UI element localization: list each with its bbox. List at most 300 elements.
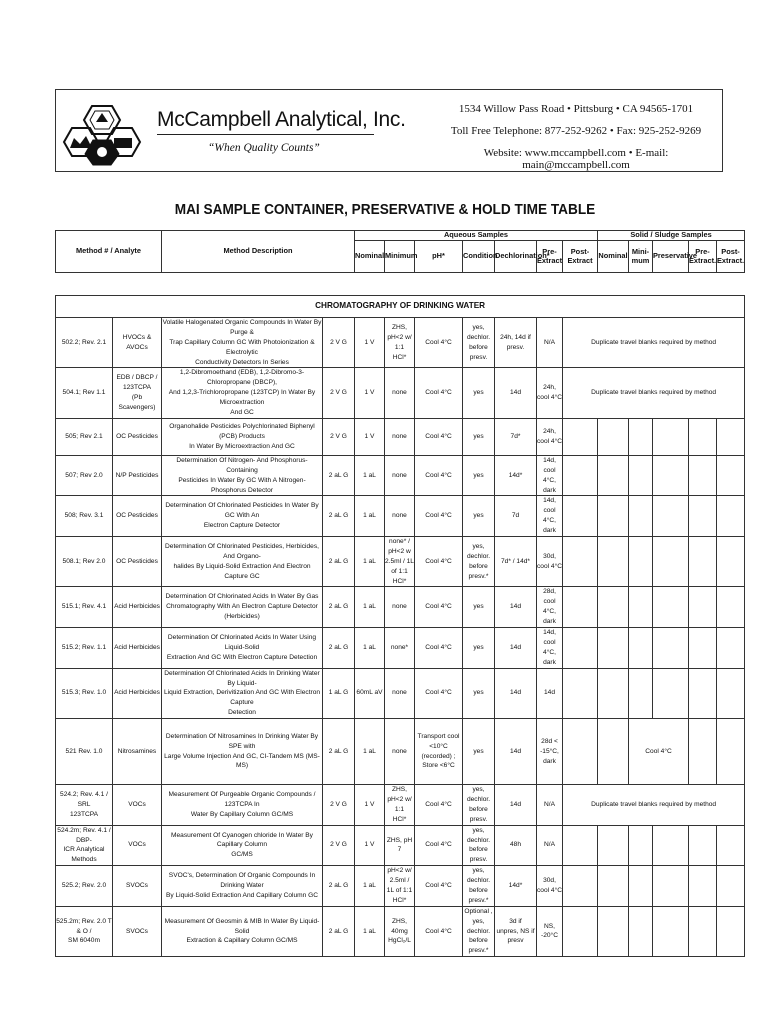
cell-condition <box>415 587 463 628</box>
header-post-extract: Post- Extract <box>563 241 598 273</box>
ph-line: HCl* <box>392 577 407 585</box>
cell-pre-extract <box>495 368 537 418</box>
post-extract-line: 30d, cool 4°C <box>537 552 562 570</box>
cell-solid-minimum <box>598 719 629 785</box>
dechlorination-line: yes, dechlor. <box>466 786 491 803</box>
method-line: 508.1; Rev 2.0 <box>62 557 106 565</box>
dechlorination-line: dechlor. before <box>466 927 491 945</box>
cell-description <box>162 418 323 455</box>
description-line: Determination Of Chlorinated Acids In Water By Gas <box>165 593 319 601</box>
description-line: Electron Capture Detector <box>203 522 281 530</box>
cell-solid-preservative <box>629 866 653 907</box>
cell-method <box>56 866 113 907</box>
solid-note-line: Duplicate travel blanks required by method <box>591 338 717 346</box>
table-row <box>56 496 745 537</box>
description-line: halides By Liquid-Solid Extraction And Electron Capture GC <box>173 562 311 580</box>
description-line: Extraction And GC With Electron Capture Detection <box>166 653 318 661</box>
cell-solid-pre-extract <box>689 587 717 628</box>
minimum-text: 1 aL <box>363 557 376 565</box>
cell-solid-preservative-b <box>653 668 689 718</box>
cell-solid-note <box>563 318 745 368</box>
description-line: By Liquid-Solid Extraction And Capillary Column GC <box>165 891 319 899</box>
cell-analyte <box>113 825 162 866</box>
header-solid-preservative: Preservative <box>653 241 689 273</box>
header-solid-minimum: Mini- mum <box>629 241 653 273</box>
solid-preservative-line: Cool 4°C <box>645 747 672 755</box>
cell-solid-post-extract <box>717 866 745 907</box>
table-row <box>56 668 745 718</box>
cell-minimum <box>355 587 385 628</box>
cell-solid-nominal <box>563 906 598 956</box>
cell-minimum <box>355 628 385 669</box>
cell-ph <box>385 368 415 418</box>
ph-line: HgCl₂/L <box>388 937 411 945</box>
cell-condition <box>415 537 463 587</box>
cell-method <box>56 496 113 537</box>
cell-method <box>56 587 113 628</box>
cell-pre-extract <box>495 668 537 718</box>
cell-analyte <box>113 455 162 496</box>
description-line: Liquid Extraction, Derivitization And GC With Electron Capture <box>163 689 321 707</box>
minimum-text: 1 V <box>364 800 375 808</box>
cell-solid-minimum <box>598 825 629 866</box>
post-extract-line: N/A <box>544 338 555 346</box>
cell-condition <box>415 418 463 455</box>
ph-line: pH<2 w/ 2.5ml / <box>387 867 412 885</box>
condition-text: Cool 4°C <box>425 882 452 890</box>
pre-extract-line: 14d <box>509 689 521 697</box>
solid-note-line: Duplicate travel blanks required by method <box>591 389 717 397</box>
pre-extract-line: 14d <box>509 800 521 808</box>
nominal-text: 2 aL G <box>328 471 349 479</box>
cell-post-extract <box>537 418 563 455</box>
method-line: SM 6040m <box>68 937 100 945</box>
dechlorination-line: yes, dechlor. <box>466 826 491 844</box>
cell-pre-extract <box>495 628 537 669</box>
cell-solid-minimum <box>598 418 629 455</box>
cell-ph <box>385 906 415 956</box>
description-line: And 1,2,3-Trichloropropane (123TCP) In Water By Microextraction <box>168 389 316 407</box>
cell-description <box>162 537 323 587</box>
cell-method <box>56 318 113 368</box>
cell-dechlorination <box>463 418 495 455</box>
dechlorination-line: yes, dechlor. <box>466 323 491 341</box>
cell-solid-pre-extract <box>689 719 717 785</box>
dechlorination-line: before presv.* <box>468 886 489 904</box>
description-line: Detection <box>228 709 256 717</box>
method-line: 502.2; Rev. 2.1 <box>61 338 107 346</box>
minimum-text: 1 aL <box>363 471 376 479</box>
dechlorination-line: yes <box>473 389 484 397</box>
cell-analyte <box>113 318 162 368</box>
cell-nominal <box>323 418 355 455</box>
cell-pre-extract <box>495 785 537 826</box>
cell-dechlorination <box>463 719 495 785</box>
cell-solid-preservative <box>629 537 653 587</box>
description-line: Determination Of Chlorinated Acids In Drinking Water By Liquid- <box>164 669 320 687</box>
cell-solid-nominal <box>563 496 598 537</box>
cell-solid-preservative <box>629 719 689 785</box>
cell-solid-pre-extract <box>689 496 717 537</box>
cell-solid-note <box>563 368 745 418</box>
analyte-line: HVOCs & AVOCs <box>122 333 152 351</box>
cell-pre-extract <box>495 418 537 455</box>
condition-line: (recorded) ; <box>421 752 456 760</box>
description-line: Measurement Of Cyanogen chloride In Water By Capillary Column <box>171 831 313 849</box>
section-title: CHROMATOGRAPHY OF DRINKING WATER <box>56 296 745 318</box>
cell-nominal <box>323 628 355 669</box>
nominal-text: 2 aL G <box>328 603 349 611</box>
cell-ph <box>385 825 415 866</box>
cell-analyte <box>113 906 162 956</box>
company-name: McCampbell Analytical, Inc. <box>157 108 406 131</box>
method-line: 515.1; Rev. 4.1 <box>61 603 107 611</box>
cell-method <box>56 668 113 718</box>
cell-dechlorination <box>463 318 495 368</box>
analyte-line: Nitrosamines <box>117 747 157 755</box>
cell-post-extract <box>537 628 563 669</box>
cell-dechlorination <box>463 587 495 628</box>
condition-text: Cool 4°C <box>425 689 452 697</box>
cell-description <box>162 906 323 956</box>
method-line: 515.3; Rev. 1.0 <box>61 689 107 697</box>
post-extract-line: 14d <box>543 689 555 697</box>
cell-pre-extract <box>495 587 537 628</box>
ph-line: HCl* <box>392 353 407 361</box>
cell-nominal <box>323 496 355 537</box>
cell-ph <box>385 418 415 455</box>
cell-dechlorination <box>463 866 495 907</box>
cell-condition <box>415 368 463 418</box>
header-method: Method # / Analyte <box>56 231 162 273</box>
analyte-line: Acid Herbicides <box>114 643 160 651</box>
cell-description <box>162 318 323 368</box>
cell-solid-nominal <box>563 418 598 455</box>
nominal-text: 2 aL G <box>328 927 349 935</box>
cell-solid-nominal <box>563 719 598 785</box>
description-line: Large Volume Injection And GC, CI-Tandem MS (MS-MS) <box>164 752 320 770</box>
description-line: Determination Of Nitrosamines In Drinking Water By SPE with <box>165 732 319 750</box>
analyte-line: EDB / DBCP / <box>116 374 158 382</box>
cell-ph <box>385 785 415 826</box>
cell-minimum <box>355 496 385 537</box>
method-line: 505; Rev 2.1 <box>65 432 103 440</box>
method-line: 521 Rev. 1.0 <box>65 747 103 755</box>
pre-extract-line: 14d <box>509 747 521 755</box>
method-line: 524.2m; Rev. 4.1 / DBP- <box>57 826 111 844</box>
cell-condition <box>415 719 463 785</box>
ph-line: ZHS, pH<2 w/ 1:1 <box>387 323 412 351</box>
post-extract-line: dark <box>543 658 556 666</box>
table-row <box>56 587 745 628</box>
description-line: Chromatography With An Electron Capture Detector (Herbicides) <box>166 603 318 621</box>
table-row <box>56 368 745 418</box>
cell-pre-extract <box>495 906 537 956</box>
cell-nominal <box>323 785 355 826</box>
cell-solid-preservative-b <box>653 825 689 866</box>
cell-pre-extract <box>495 455 537 496</box>
cell-minimum <box>355 825 385 866</box>
cell-nominal <box>323 668 355 718</box>
cell-method <box>56 368 113 418</box>
cell-solid-nominal <box>563 866 598 907</box>
nominal-text: 2 V G <box>330 389 347 397</box>
cell-post-extract <box>537 866 563 907</box>
cell-post-extract <box>537 587 563 628</box>
header-ph: pH* <box>415 241 463 273</box>
cell-nominal <box>323 719 355 785</box>
cell-analyte <box>113 496 162 537</box>
cell-description <box>162 866 323 907</box>
hexagon-logo-icon <box>62 100 142 166</box>
cell-solid-pre-extract <box>689 906 717 956</box>
description-line: Pesticides In Water By GC With A Nitrogen-Phosphorus Detector <box>178 476 306 494</box>
ph-line: 1L of 1:1 HCl* <box>386 886 413 904</box>
page-title: MAI SAMPLE CONTAINER, PRESERVATIVE & HOLD TIME TABLE <box>174 202 596 218</box>
cell-pre-extract <box>495 537 537 587</box>
dechlorination-line: before presv.* <box>468 562 489 580</box>
cell-ph <box>385 455 415 496</box>
cell-solid-preservative-b <box>653 587 689 628</box>
cell-minimum <box>355 906 385 956</box>
table-row <box>56 719 745 785</box>
company-phone: Toll Free Telephone: 877-252-9262 • Fax: 925-252-9269 <box>450 125 702 137</box>
description-line: Conductivity Detectors In Series <box>195 358 289 366</box>
pre-extract-line: 14d <box>509 389 521 397</box>
analyte-line: 123TCPA <box>122 384 152 392</box>
method-line: 525.2; Rev. 2.0 <box>61 882 107 890</box>
cell-post-extract <box>537 368 563 418</box>
cell-post-extract <box>537 719 563 785</box>
condition-text: Cool 4°C <box>425 800 452 808</box>
minimum-text: 1 aL <box>363 643 376 651</box>
cell-post-extract <box>537 496 563 537</box>
cell-analyte <box>113 628 162 669</box>
cell-condition <box>415 785 463 826</box>
cell-solid-preservative <box>629 906 653 956</box>
cell-nominal <box>323 587 355 628</box>
dechlorination-line: yes <box>473 603 484 611</box>
dechlorination-line: yes <box>473 689 484 697</box>
post-extract-line: dark <box>543 618 556 626</box>
pre-extract-line: 14d* <box>508 882 523 890</box>
method-line: 508; Rev. 3.1 <box>64 512 104 520</box>
post-extract-line: 14d, cool 4°C, <box>543 497 556 525</box>
nominal-text: 2 aL G <box>328 557 349 565</box>
description-line: Determination Of Chlorinated Pesticides, Herbicides, And Organo- <box>165 542 319 560</box>
cell-post-extract <box>537 318 563 368</box>
analyte-line: VOCs <box>128 841 146 849</box>
cell-minimum <box>355 318 385 368</box>
analyte-line: Acid Herbicides <box>114 689 160 697</box>
description-line: Determination Of Chlorinated Acids In Water Using Liquid-Solid <box>167 633 317 651</box>
cell-solid-minimum <box>598 628 629 669</box>
cell-solid-pre-extract <box>689 866 717 907</box>
cell-condition <box>415 455 463 496</box>
solid-note-line: Duplicate travel blanks required by method <box>591 800 717 808</box>
cell-solid-preservative <box>629 496 653 537</box>
cell-analyte <box>113 368 162 418</box>
cell-method <box>56 825 113 866</box>
minimum-text: 1 aL <box>363 512 376 520</box>
description-line: GC/MS <box>231 851 253 859</box>
minimum-text: 1 V <box>364 841 375 849</box>
cell-ph <box>385 668 415 718</box>
cell-solid-preservative-b <box>653 866 689 907</box>
header-nominal: Nominal <box>355 241 385 273</box>
cell-solid-preservative-b <box>653 496 689 537</box>
cell-dechlorination <box>463 906 495 956</box>
cell-solid-minimum <box>598 496 629 537</box>
cell-nominal <box>323 318 355 368</box>
dechlorination-line: before presv. <box>469 805 488 823</box>
post-extract-line: 24h, cool 4°C <box>537 428 562 445</box>
cell-solid-minimum <box>598 455 629 496</box>
cell-ph <box>385 719 415 785</box>
cell-analyte <box>113 866 162 907</box>
cell-solid-nominal <box>563 537 598 587</box>
cell-post-extract <box>537 455 563 496</box>
post-extract-line: 28d, cool 4°C, <box>543 588 556 616</box>
cell-solid-preservative <box>629 825 653 866</box>
post-extract-line: 30d, cool 4°C <box>537 877 562 894</box>
condition-text: Cool 4°C <box>425 927 452 935</box>
cell-solid-post-extract <box>717 719 745 785</box>
cell-post-extract <box>537 668 563 718</box>
minimum-text: 1 V <box>364 338 375 346</box>
cell-solid-pre-extract <box>689 628 717 669</box>
cell-description <box>162 368 323 418</box>
cell-nominal <box>323 866 355 907</box>
pre-extract-line: 14d* <box>508 471 523 479</box>
condition-text: Cool 4°C <box>425 389 452 397</box>
cell-analyte <box>113 785 162 826</box>
cell-minimum <box>355 719 385 785</box>
cell-solid-pre-extract <box>689 455 717 496</box>
company-tagline: “When Quality Counts” <box>208 142 320 154</box>
description-line: Measurement Of Geosmin & MIB In Water By Liquid-Solid <box>164 917 320 935</box>
minimum-text: 1 aL <box>363 603 376 611</box>
method-line: 524.2; Rev. 4.1 / SRL <box>60 791 108 808</box>
analyte-line: (Pb Scavengers) <box>118 394 156 412</box>
cell-solid-pre-extract <box>689 825 717 866</box>
cell-method <box>56 418 113 455</box>
ph-line: none <box>392 603 407 611</box>
cell-solid-preservative <box>629 628 653 669</box>
cell-ph <box>385 587 415 628</box>
cell-post-extract <box>537 785 563 826</box>
pre-extract-line: 7d* <box>510 432 521 440</box>
pre-extract-line: presv <box>507 937 524 945</box>
cell-minimum <box>355 668 385 718</box>
cell-description <box>162 628 323 669</box>
column-header-table <box>55 230 745 273</box>
method-line: 507; Rev 2.0 <box>65 471 103 479</box>
nominal-text: 2 aL G <box>328 882 349 890</box>
cell-dechlorination <box>463 496 495 537</box>
cell-solid-minimum <box>598 668 629 718</box>
nominal-text: 2 V G <box>330 841 347 849</box>
cell-nominal <box>323 368 355 418</box>
analyte-line: Acid Herbicides <box>114 603 160 611</box>
ph-line: none <box>392 389 407 397</box>
cell-analyte <box>113 719 162 785</box>
cell-dechlorination <box>463 628 495 669</box>
cell-solid-pre-extract <box>689 537 717 587</box>
cell-description <box>162 719 323 785</box>
cell-ph <box>385 318 415 368</box>
post-extract-line: dark <box>543 486 556 494</box>
cell-solid-post-extract <box>717 628 745 669</box>
post-extract-line: 24h, cool 4°C <box>537 384 562 402</box>
condition-line: <10°C <box>429 742 448 750</box>
description-line: Organohalide Pesticides Polychlorinated Biphenyl (PCB) Products <box>169 423 315 440</box>
cell-minimum <box>355 418 385 455</box>
post-extract-line: N/A <box>544 800 555 808</box>
ph-line: ZHS, pH 7 <box>386 836 413 854</box>
header-solid-post-extract: Post- Extract. <box>717 241 745 273</box>
cell-method <box>56 455 113 496</box>
cell-minimum <box>355 866 385 907</box>
table-row <box>56 455 745 496</box>
description-line: SVOC's, Determination Of Organic Compounds In Drinking Water <box>168 872 316 890</box>
dechlorination-line: before presv. <box>469 846 488 864</box>
dechlorination-line: yes <box>473 432 484 440</box>
dechlorination-line: yes <box>473 747 484 755</box>
post-extract-line: N/A <box>544 841 555 849</box>
cell-nominal <box>323 825 355 866</box>
cell-description <box>162 455 323 496</box>
description-line: Volatile Halogenated Organic Compounds In Water By Purge & <box>162 319 322 336</box>
header-solid-nominal: Nominal <box>598 241 629 273</box>
header-solid: Solid / Sludge Samples <box>598 231 745 241</box>
method-line: 504.1; Rev 1.1 <box>62 389 106 397</box>
cell-minimum <box>355 785 385 826</box>
description-line: And GC <box>230 409 254 417</box>
description-line: Measurement Of Purgeable Organic Compounds / 123TCPA In <box>168 791 316 808</box>
pre-extract-line: 3d if <box>509 917 522 925</box>
cell-solid-post-extract <box>717 825 745 866</box>
cell-post-extract <box>537 825 563 866</box>
cell-solid-preservative <box>629 587 653 628</box>
cell-description <box>162 668 323 718</box>
cell-solid-minimum <box>598 587 629 628</box>
ph-line: none* / pH<2 w <box>388 538 411 555</box>
cell-condition <box>415 628 463 669</box>
cell-solid-post-extract <box>717 455 745 496</box>
description-line: Trap Capillary Column GC With Photoionization & Electrolytic <box>169 338 315 356</box>
table-row <box>56 906 745 956</box>
condition-text: Cool 4°C <box>425 471 452 479</box>
analyte-line: SVOCs <box>126 927 148 935</box>
company-address: 1534 Willow Pass Road • Pittsburg • CA 94565-1701 <box>458 103 694 115</box>
cell-solid-preservative-b <box>653 906 689 956</box>
minimum-text: 1 aL <box>363 747 376 755</box>
header-minimum: Minimum <box>385 241 415 273</box>
analyte-line: N/P Pesticides <box>115 471 159 479</box>
header-description: Method Description <box>162 231 355 273</box>
table-row <box>56 785 745 826</box>
cell-solid-post-extract <box>717 418 745 455</box>
minimum-text: 1 aL <box>363 882 376 890</box>
nominal-text: 2 V G <box>330 338 347 346</box>
pre-extract-line: 48h <box>509 841 521 849</box>
header-pre-extract: Pre- Extract <box>537 241 563 273</box>
dechlorination-line: yes, dechlor. <box>466 867 491 885</box>
description-line: Extraction & Capillary Column GC/MS <box>186 937 298 945</box>
cell-solid-post-extract <box>717 537 745 587</box>
dechlorination-line: Optional , yes, <box>464 907 493 925</box>
